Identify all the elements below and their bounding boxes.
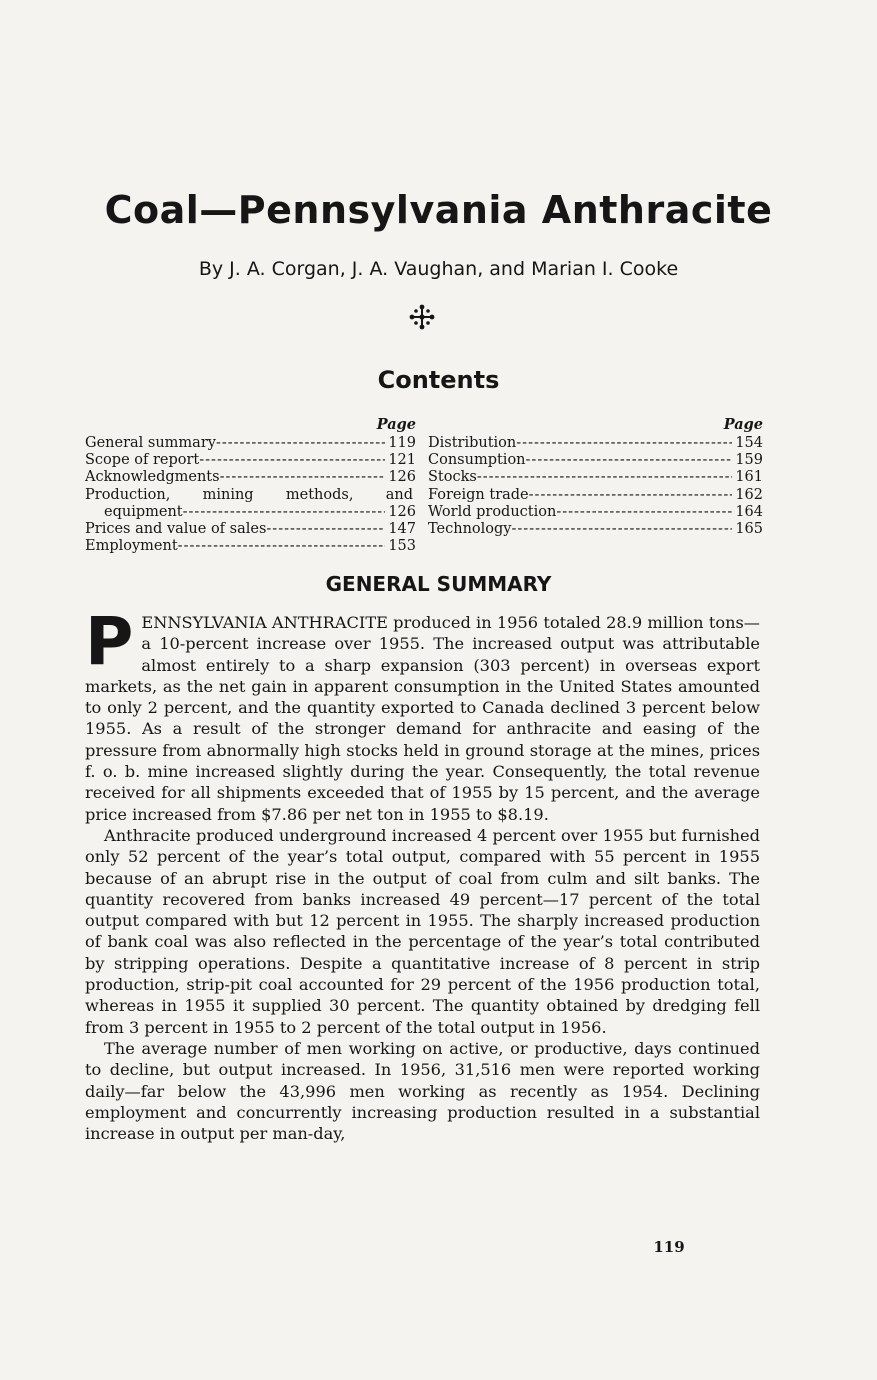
- section-heading: GENERAL SUMMARY: [325, 572, 552, 596]
- toc-entry[interactable]: [428, 504, 763, 521]
- toc-entry-label: Distribution: [428, 435, 517, 451]
- byline: By J. A. Corgan, J. A. Vaughan, and Marian I. Cooke: [198, 258, 679, 280]
- toc-entry-page: 154: [735, 435, 763, 451]
- toc-right-column: [428, 416, 763, 538]
- toc-entry-page: 159: [735, 452, 763, 469]
- toc-entry[interactable]: [85, 521, 416, 538]
- toc-entry-label: Scope of report: [85, 452, 200, 469]
- toc-entry-page: 126: [388, 503, 416, 520]
- contents-heading: Contents: [377, 366, 500, 394]
- toc-entry[interactable]: [428, 435, 763, 452]
- toc-entry-page: 126: [388, 469, 416, 486]
- paragraph: [85, 603, 760, 825]
- toc-entry-page: 161: [735, 469, 763, 486]
- toc-page-header: Page: [723, 416, 763, 433]
- toc-entry[interactable]: [85, 538, 416, 555]
- toc-left-column: [85, 416, 416, 555]
- toc-entry[interactable]: [428, 487, 763, 504]
- toc-entry-page: 162: [735, 486, 763, 503]
- toc-entry[interactable]: [85, 504, 416, 521]
- toc-entry-label: Prices and value of sales: [85, 521, 267, 538]
- toc-entry-page: 153: [388, 538, 416, 555]
- toc-entry-label: Technology: [428, 521, 512, 538]
- paragraph-text: ENNSYLVANIA ANTHRACITE produced in 1956 totaled 28.9 million tons—a 10-percent increase over 1955. The increased output was attributable almost entirely to a sharp expansion (303 percent) in overseas export markets, as the net gain in apparent consumption in the United States amounted to only 2 percent, and the quantity exported to Canada declined 3 percent below 1955. As a result of the stronger demand for anthracite and easing of the pressure from abnormally high stocks held in ground storage at the mines, prices f. o. b. mine increased slightly during the year. Consequently, the total revenue received for all shipments exceeded that of 1955 by 15 percent, and the average price increased from $7.86 per net ton in 1955 to $8.19.: [85, 613, 760, 824]
- drop-cap: P: [85, 603, 134, 680]
- toc-entry-label: Stocks: [428, 469, 477, 486]
- toc-page-header: Page: [376, 416, 416, 433]
- toc-entry-page: 164: [735, 503, 763, 520]
- toc-entry-label: Acknowledgments: [85, 469, 220, 486]
- document-title: Coal—Pennsylvania Anthracite: [104, 188, 773, 232]
- toc-entry-page: 165: [735, 521, 763, 538]
- toc-entry-page: 147: [388, 521, 416, 538]
- toc-entry[interactable]: [85, 435, 416, 452]
- page-number: 119: [653, 1238, 685, 1256]
- toc-entry[interactable]: [85, 469, 416, 486]
- toc-entry-label: Consumption: [428, 452, 526, 469]
- toc-entry-label: Production, mining methods, and: [85, 486, 413, 503]
- toc-entry-label: General summary: [85, 435, 216, 451]
- toc-entry-page: 121: [388, 452, 416, 469]
- paragraph: Anthracite produced underground increased 4 percent over 1955 but furnished only 52 percent of the year’s total output, compared with 55 percent in 1955 because of an abrupt rise in the output of coal from culm and silt banks. The quantity recovered from banks increased 49 percent—17 percent of the total output compared with but 12 percent in 1955. The sharply increased production of bank coal was also reflected in the percentage of the year’s total contributed by stripping operations. Despite a quantitative increase of 8 percent in strip production, strip-pit coal accounted for 29 percent of the 1956 production total, whereas in 1955 it supplied 30 percent. The quantity obtained by dredging fell from 3 percent in 1955 to 2 percent of the total output in 1956.: [85, 825, 760, 1037]
- toc-entry[interactable]: [428, 452, 763, 469]
- toc-entry-label: World production: [428, 503, 557, 520]
- toc-entry-label: Employment: [85, 538, 178, 555]
- decorative-ornament-icon: [409, 304, 435, 330]
- toc-entry-label: Foreign trade: [428, 486, 529, 503]
- toc-entry-page: 119: [388, 435, 416, 451]
- toc-entry-label: equipment: [104, 503, 183, 520]
- paragraph: The average number of men working on active, or productive, days continued to decline, but output increased. In 1956, 31,516 men were reported working daily—far below the 43,996 men working as recently as 1954. Declining employment and concurrently increasing production resulted in a substantial increase in output per man-day,: [85, 1038, 760, 1144]
- toc-entry[interactable]: [428, 469, 763, 486]
- toc-entry[interactable]: [85, 487, 416, 504]
- toc-entry[interactable]: [428, 521, 763, 538]
- toc-entry[interactable]: [85, 452, 416, 469]
- body-text: [85, 603, 760, 1144]
